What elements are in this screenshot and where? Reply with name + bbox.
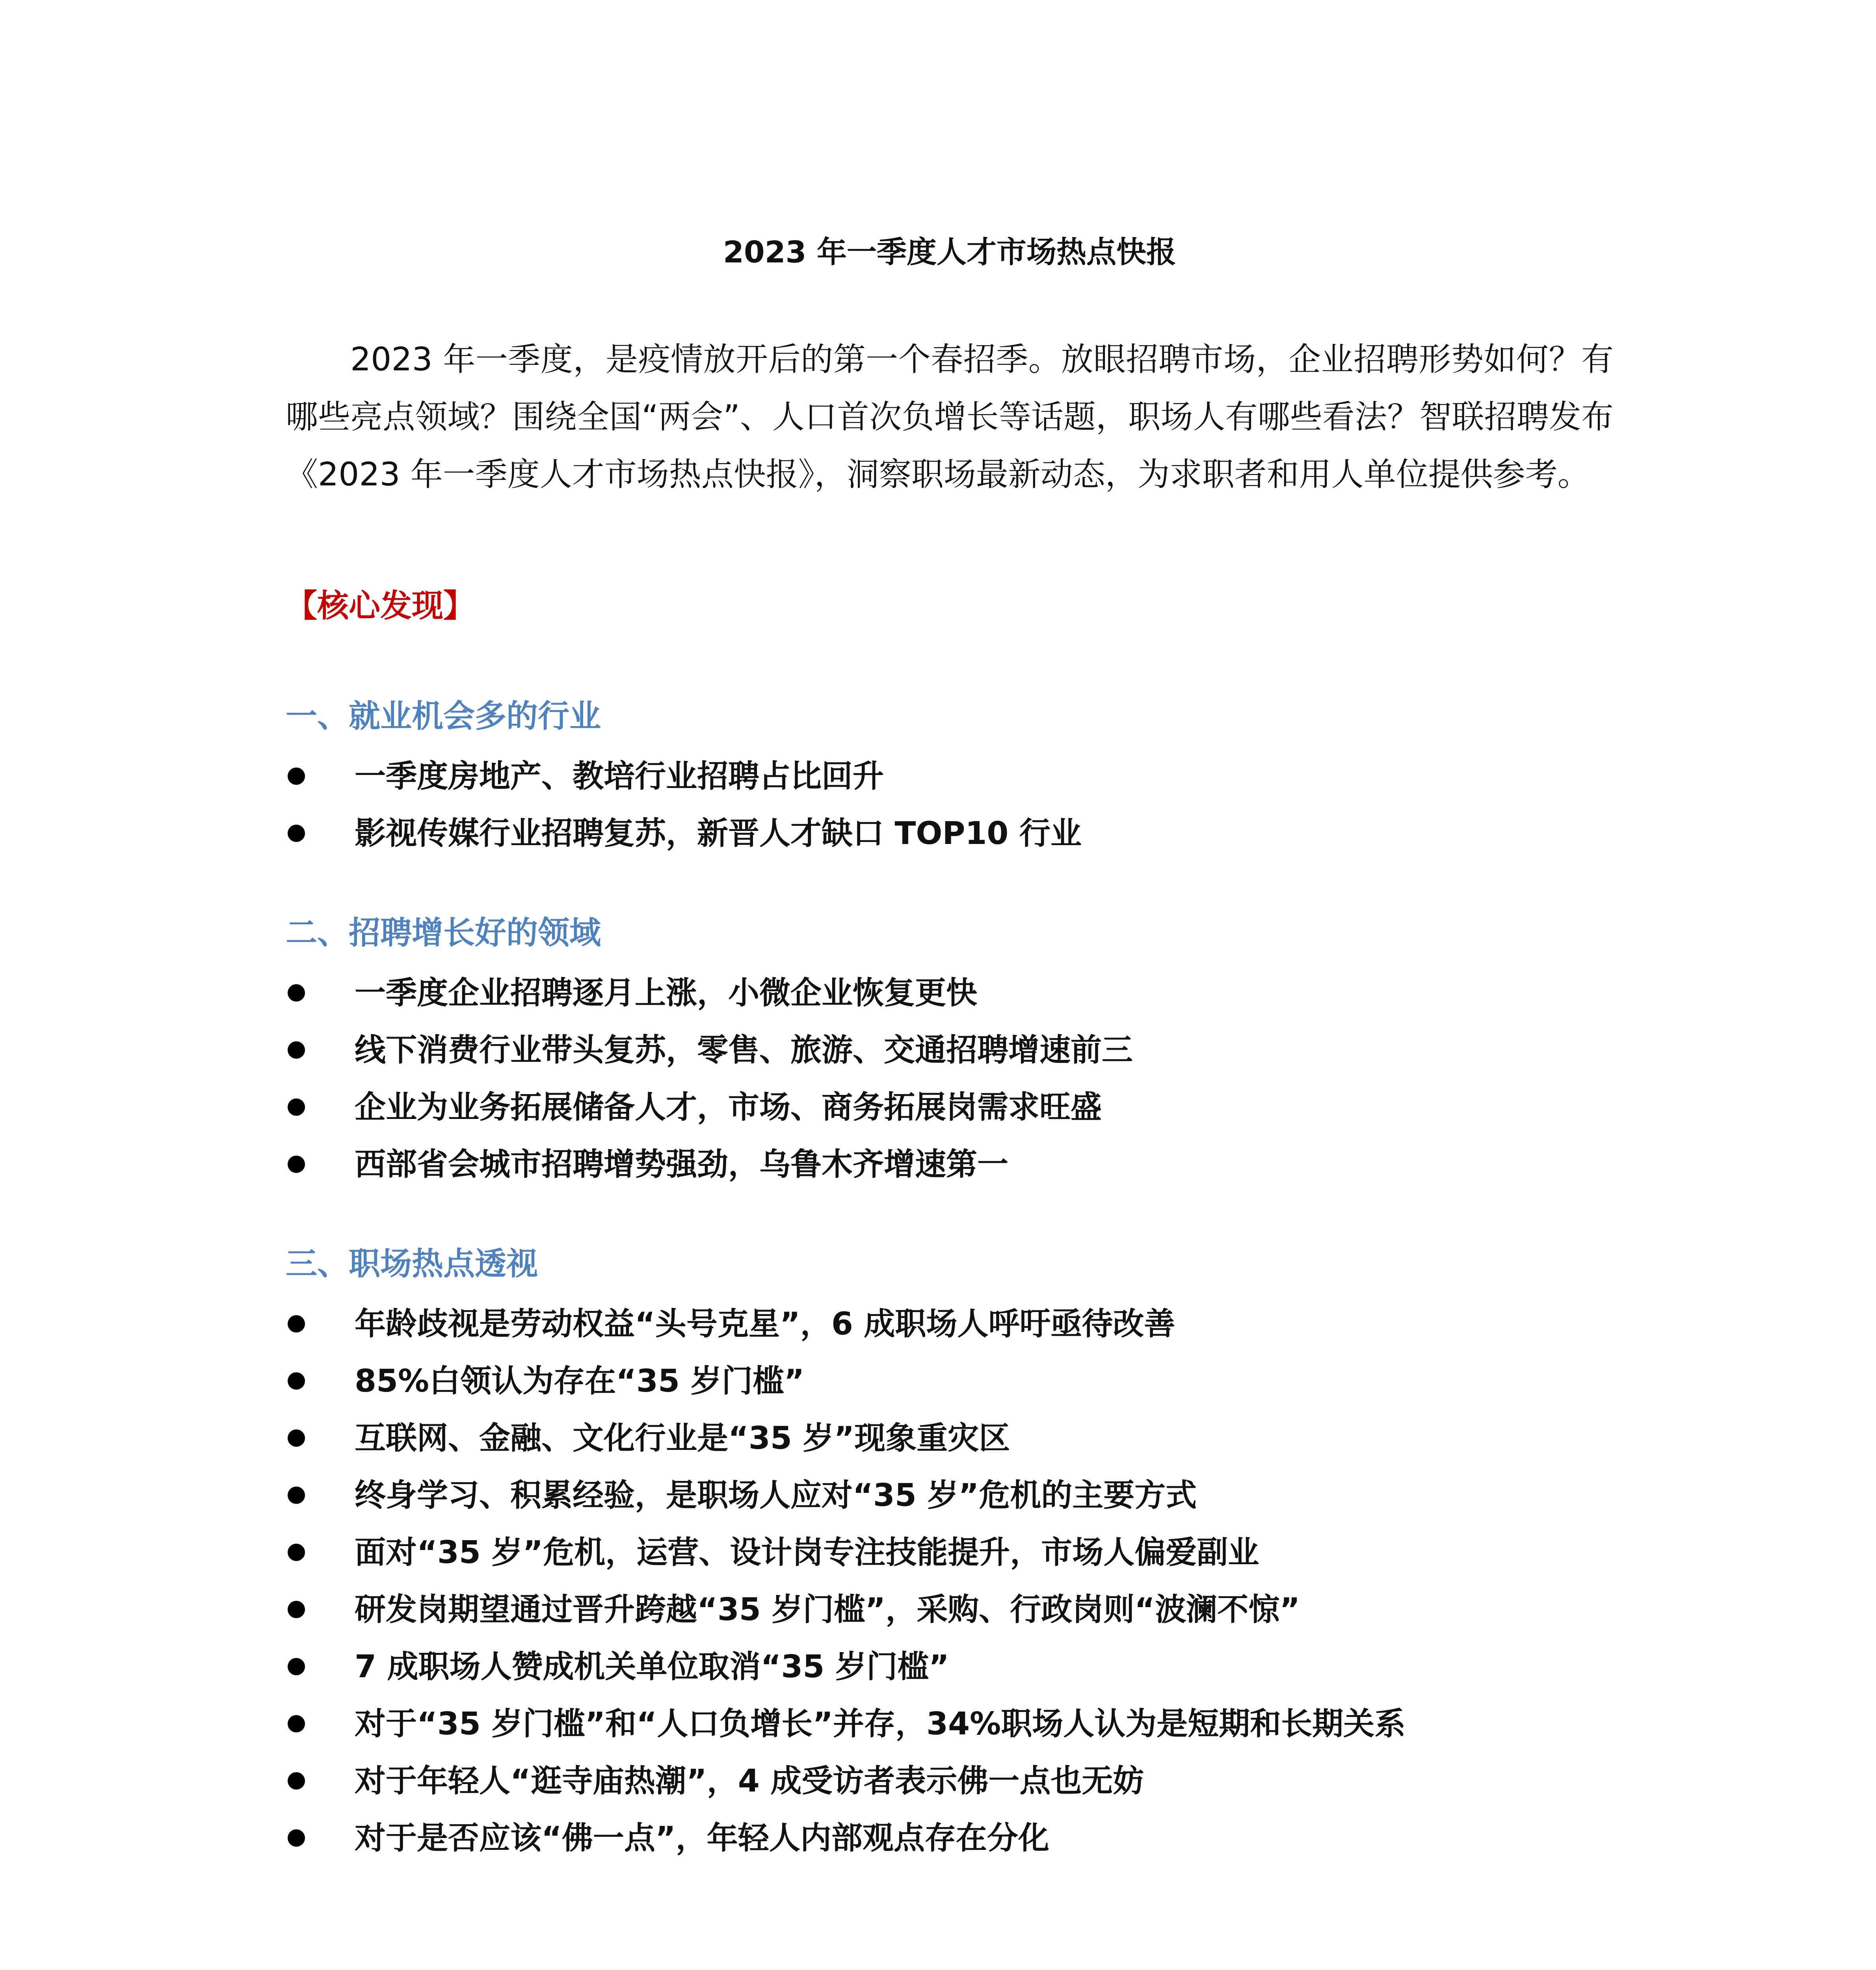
list-item-text: 对于“35 岁门槛”和“人口负增长”并存，34%职场人认为是短期和长期关系	[355, 1706, 1406, 1742]
bullet-icon	[288, 1487, 305, 1504]
list-item-text: 互联网、金融、文化行业是“35 岁”现象重灾区	[355, 1420, 1010, 1456]
list-item-text: 一季度房地产、教培行业招聘占比回升	[355, 758, 884, 794]
document-content	[286, 232, 1614, 1970]
list-item	[286, 1022, 1614, 1079]
bullet-icon	[288, 1658, 305, 1675]
bullet-icon	[288, 984, 305, 1002]
list-item	[286, 1079, 1614, 1136]
list-item-text: 西部省会城市招聘增势强劲，乌鲁木齐增速第一	[355, 1146, 1008, 1182]
list-item	[286, 1753, 1614, 1810]
list-item	[286, 1695, 1614, 1753]
list-item	[286, 1638, 1614, 1695]
list-item-text: 企业为业务拓展储备人才，市场、商务拓展岗需求旺盛	[355, 1089, 1102, 1125]
list-item-text: 对于年轻人“逛寺庙热潮”，4 成受访者表示佛一点也无妨	[355, 1763, 1144, 1799]
list-item-text: 影视传媒行业招聘复苏，新晋人才缺口 TOP10 行业	[355, 815, 1082, 851]
list-item	[286, 1295, 1614, 1353]
bullet-icon	[288, 825, 305, 842]
list-item-text: 终身学习、积累经验，是职场人应对“35 岁”危机的主要方式	[355, 1477, 1197, 1513]
list-item-text: 一季度企业招聘逐月上涨，小微企业恢复更快	[355, 975, 977, 1011]
bullet-icon	[288, 1315, 305, 1333]
document-title: 2023 年一季度人才市场热点快报	[723, 234, 1176, 269]
list-item	[286, 748, 1614, 805]
list-item	[286, 1810, 1614, 1867]
list-item-text: 面对“35 岁”危机，运营、设计岗专注技能提升，市场人偏爱副业	[355, 1534, 1259, 1570]
list-item	[286, 965, 1614, 1022]
bullet-icon	[288, 1156, 305, 1173]
findings-heading-1: 一、就业机会多的行业	[286, 698, 601, 734]
bullet-icon	[288, 1372, 305, 1390]
list-item-text: 线下消费行业带头复苏，零售、旅游、交通招聘增速前三	[355, 1032, 1133, 1068]
list-item	[286, 1467, 1614, 1524]
list-item	[286, 1581, 1614, 1638]
core-findings-label: 【核心发现】	[286, 587, 475, 624]
spacer	[286, 1914, 1614, 1970]
bullet-icon	[288, 1829, 305, 1847]
bullet-icon	[288, 1772, 305, 1790]
findings-heading-3: 三、职场热点透视	[286, 1245, 538, 1282]
findings-heading-2: 二、招聘增长好的领域	[286, 914, 601, 951]
list-item	[286, 1136, 1614, 1193]
intro-paragraph: 2023 年一季度，是疫情放开后的第一个春招季。放眼招聘市场，企业招聘形势如何？有哪些亮点领域？围绕全国“两会”、人口首次负增长等话题，职场人有哪些看法？智联招聘发布《2023 年一季度人才市场热点快报》，洞察职场最新动态，为求职者和用人单位提供参考。	[286, 341, 1614, 493]
list-item-text: 年龄歧视是劳动权益“头号克星”，6 成职场人呼吁亟待改善	[355, 1306, 1175, 1342]
bullet-icon	[288, 1544, 305, 1561]
list-item-text: 对于是否应该“佛一点”，年轻人内部观点存在分化	[355, 1820, 1049, 1856]
list-item-text: 85%白领认为存在“35 岁门槛”	[355, 1363, 805, 1399]
list-item	[286, 805, 1614, 862]
list-item	[286, 1524, 1614, 1581]
bullet-icon	[288, 1098, 305, 1116]
bullet-icon	[288, 768, 305, 785]
findings-list-3	[286, 1295, 1614, 1867]
bullet-icon	[288, 1601, 305, 1618]
list-item-text: 研发岗期望通过晋升跨越“35 岁门槛”，采购、行政岗则“波澜不惊”	[355, 1591, 1300, 1628]
findings-list-2	[286, 965, 1614, 1193]
bullet-icon	[288, 1715, 305, 1732]
bullet-icon	[288, 1429, 305, 1447]
list-item-text: 7 成职场人赞成机关单位取消“35 岁门槛”	[355, 1648, 949, 1685]
findings-list-1	[286, 748, 1614, 862]
list-item	[286, 1353, 1614, 1410]
bullet-icon	[288, 1041, 305, 1059]
list-item	[286, 1410, 1614, 1467]
